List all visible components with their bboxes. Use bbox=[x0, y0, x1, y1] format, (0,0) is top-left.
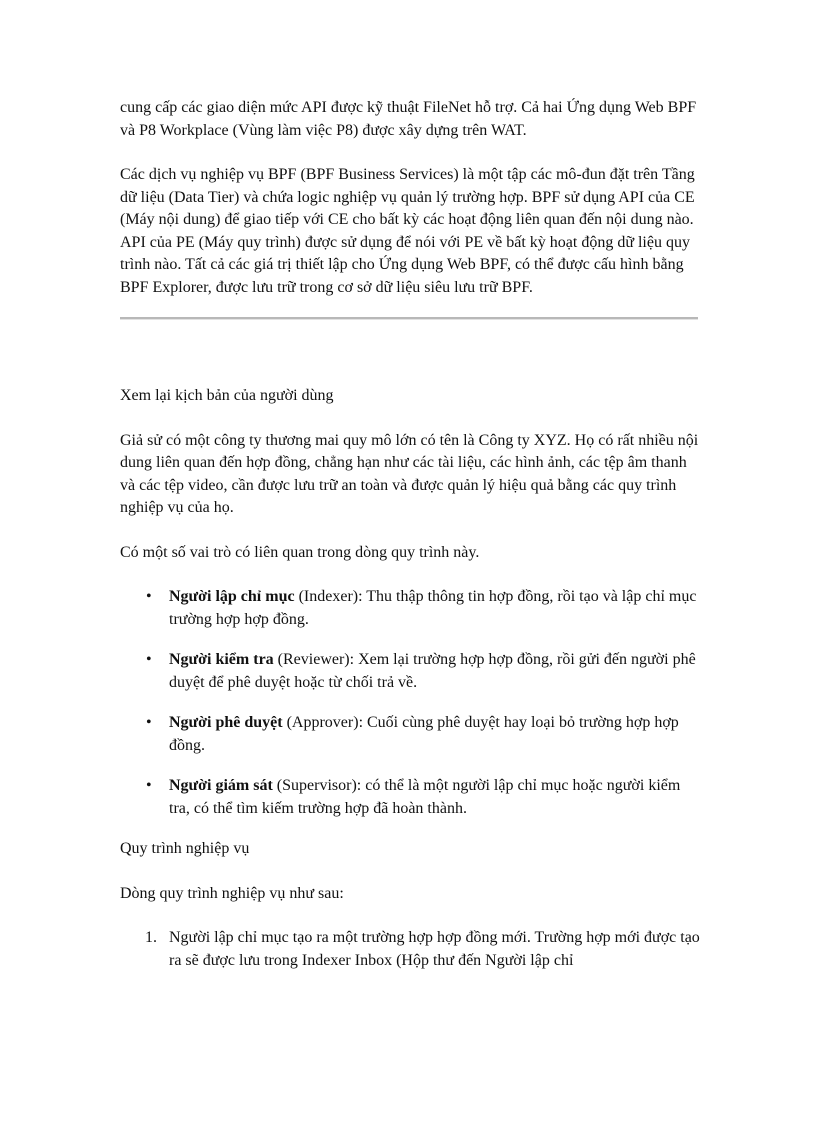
intro-paragraph-2: Các dịch vụ nghiệp vụ BPF (BPF Business Services) là một tập các mô-đun đặt trên Tầng dữ liệu (Data Tier) và chứa logic nghiệp vụ quản lý trường hợp. BPF sử dụng API của CE (Máy nội dung) để giao tiếp với CE cho bất kỳ các hoạt động liên quan đến nội dung nào. API của PE (Máy quy trình) được sử dụng để nói với PE về bất kỳ hoạt động dữ liệu quy trình nào. Tất cả các giá trị thiết lập cho Ứng dụng Web BPF, có thể được cấu hình bằng BPF Explorer, được lưu trữ trong cơ sở dữ liệu siêu lưu trữ BPF. bbox=[120, 166, 695, 296]
section-heading-review: Xem lại kịch bản của người dùng bbox=[120, 387, 334, 404]
role-description: (Supervisor): có thể là một người lập chỉ mục hoặc người kiểm tra, có thể tìm kiếm trường hợp đã hoàn thành. bbox=[169, 777, 681, 817]
review-paragraph: Giả sử có một công ty thương mai quy mô lớn có tên là Công ty XYZ. Họ có rất nhiều nội dung liên quan đến hợp đồng, chẳng hạn như các tài liệu, các hình ảnh, các tệp âm thanh và các tệp video, cần được lưu trữ an toàn và được quản lý hiệu quả bằng các quy trình nghiệp vụ của họ. bbox=[120, 431, 699, 516]
process-intro: Dòng quy trình nghiệp vụ như sau: bbox=[120, 884, 344, 902]
document-page bbox=[120, 97, 700, 972]
list-item bbox=[120, 586, 700, 631]
role-name: Người kiểm tra bbox=[169, 651, 274, 668]
role-name: Người phê duyệt bbox=[169, 714, 283, 731]
bullet: • bbox=[146, 714, 152, 731]
section-heading-process: Quy trình nghiệp vụ bbox=[120, 840, 250, 857]
role-description: (Reviewer): Xem lại trường hợp hợp đồng, rồi gửi đến người phê duyệt để phê duyệt hoặc từ chối trả về. bbox=[169, 651, 696, 691]
list-item bbox=[120, 927, 700, 972]
role-description: (Indexer): Thu thập thông tin hợp đồng, rồi tạo và lập chỉ mục trường hợp hợp đồng. bbox=[169, 588, 697, 628]
roles-intro: Có một số vai trò có liên quan trong dòng quy trình này. bbox=[120, 543, 480, 561]
step-text: Người lập chỉ mục tạo ra một trường hợp hợp đồng mới. Trường hợp mới được tạo ra sẽ được lưu trong Indexer Inbox (Hộp thư đến Người lập chỉ bbox=[169, 929, 700, 969]
intro-paragraph-1: cung cấp các giao diện mức API được kỹ thuật FileNet hỗ trợ. Cả hai Ứng dụng Web BPF và P8 Workplace (Vùng làm việc P8) được xây dựng trên WAT. bbox=[120, 99, 697, 139]
step-number: 1. bbox=[145, 929, 157, 946]
list-item bbox=[120, 775, 700, 820]
roles-list bbox=[120, 586, 700, 820]
horizontal-rule bbox=[120, 317, 698, 320]
list-item bbox=[120, 712, 700, 757]
role-name: Người lập chỉ mục bbox=[169, 588, 295, 605]
bullet: • bbox=[146, 651, 152, 668]
bullet: • bbox=[146, 777, 152, 794]
role-description: (Approver): Cuối cùng phê duyệt hay loại bỏ trường hợp hợp đồng. bbox=[169, 714, 679, 754]
bullet: • bbox=[146, 588, 152, 605]
steps-list bbox=[120, 927, 700, 972]
role-name: Người giám sát bbox=[169, 777, 273, 794]
list-item bbox=[120, 649, 700, 694]
